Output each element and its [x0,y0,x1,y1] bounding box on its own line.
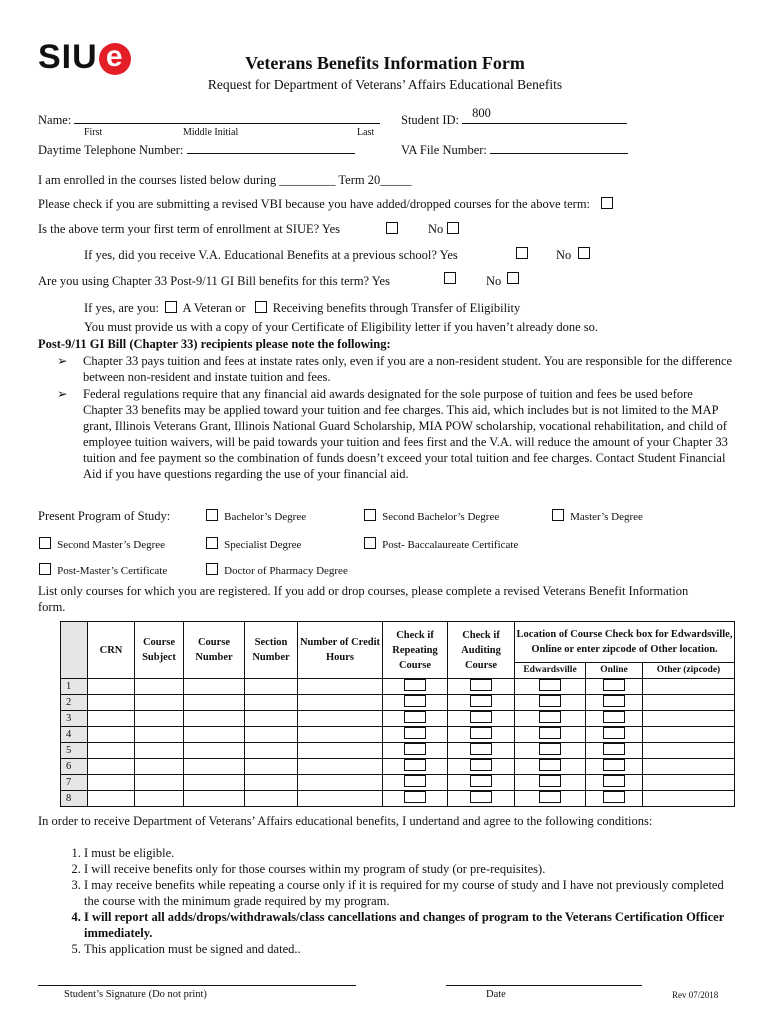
course-number-header: Course Number [184,622,245,679]
auditing-cell[interactable] [448,759,515,775]
crn-cell[interactable] [88,743,135,759]
repeating-cell[interactable] [383,711,448,727]
repeating-cell[interactable] [383,743,448,759]
credit-hours-cell[interactable] [298,711,383,727]
phone-field[interactable] [187,141,355,154]
date-label: Date [486,989,506,1000]
auditing-checkbox[interactable] [470,727,492,739]
course-subject-cell[interactable] [135,679,184,695]
course-number-cell[interactable] [184,743,245,759]
online-cell[interactable] [586,743,643,759]
credit-hours-cell[interactable] [298,727,383,743]
table-row [61,775,735,791]
edwardsville-cell[interactable] [515,743,586,759]
student-id-value: 800 [472,106,491,120]
name-middle-caption: Middle Initial [183,127,239,138]
program-option-masters[interactable] [549,509,643,524]
repeating-checkbox[interactable] [404,679,426,691]
if-yes-label: If yes, are you: [84,301,159,315]
auditing-checkbox[interactable] [470,695,492,707]
post911-bullet-1 [57,353,733,385]
bullet-2-text: Federal regulations require that any financial aid awards designated for the sole purpose of tuition and fees be used before Chapter 33 benefits may be applied toward your tuition and fee charges. This aid, which includes but is not limited to the MAP grant, Illinois Veterans Grant, Illinois National Guard Scholarship, MIA POW scholarship, vocational rehabilitation, and child of employee tuition waivers, will be paid towards your tuition and fees first and the V.A. will reduce the amount of your Chapter 33 tuition and fee payment so the combination of funds doesn’t exceed your total tuition and fee charges. Contact Student Financial Aid if you have questions regarding the use of your financial aid. [83,387,728,481]
crn-header: CRN [88,622,135,679]
repeating-checkbox[interactable] [404,727,426,739]
online-checkbox[interactable] [603,743,625,755]
veteran-label: A Veteran or [182,301,246,315]
logo-e-circle: e [99,43,131,75]
second-masters-checkbox[interactable] [39,537,51,549]
auditing-cell[interactable] [448,679,515,695]
auditing-checkbox[interactable] [470,711,492,723]
name-first-caption: First [84,127,103,138]
repeating-cell[interactable] [383,775,448,791]
conditions-list [38,845,734,957]
coe-note: You must provide us with a copy of your Certificate of Eligibility letter if you haven’t already done so. [84,320,599,334]
student-id-field[interactable] [462,106,627,124]
credit-hours-cell[interactable] [298,759,383,775]
course-number-cell[interactable] [184,679,245,695]
repeating-checkbox[interactable] [404,791,426,803]
name-row [38,111,380,128]
row-number: 3 [61,711,88,727]
repeating-cell[interactable] [383,791,448,807]
logo-text: SIU [38,38,98,76]
repeating-checkbox[interactable] [404,695,426,707]
other-zipcode-cell[interactable] [643,743,735,759]
condition-item: 5. This application must be signed and dated.. [84,941,734,957]
auditing-cell[interactable] [448,743,515,759]
chapter33-text: Are you using Chapter 33 Post-9/11 GI Bill benefits for this term? Yes [38,274,390,288]
other-zipcode-cell[interactable] [643,759,735,775]
post-masters-label: Post-Master’s Certificate [57,565,168,577]
condition-item: 2. I will receive benefits only for those courses within my program of study (or pre-requisites). [84,861,734,877]
phone-row [38,141,355,158]
online-cell[interactable] [586,711,643,727]
post911-bullet-2 [57,386,733,482]
program-option-pharmacy[interactable] [203,563,348,578]
revised-vbi-row [38,197,616,212]
table-row [61,679,735,695]
course-subject-cell[interactable] [135,791,184,807]
edwardsville-cell[interactable] [515,791,586,807]
edwardsville-cell[interactable] [515,695,586,711]
auditing-cell[interactable] [448,727,515,743]
section-number-cell[interactable] [245,791,298,807]
veteran-checkbox[interactable] [165,301,177,313]
auditing-cell[interactable] [448,695,515,711]
second-bachelors-checkbox[interactable] [364,509,376,521]
program-option-post-masters[interactable] [36,563,167,578]
location-header: Location of Course Check box for Edwardsville, Online or enter zipcode of Other location. [515,622,735,663]
edwardsville-header: Edwardsville [515,663,586,679]
row-number: 5 [61,743,88,759]
name-last-caption: Last [357,127,375,138]
chapter33-yes-checkbox[interactable] [444,272,456,284]
online-checkbox[interactable] [603,679,625,691]
section-number-cell[interactable] [245,759,298,775]
previous-school-text: If yes, did you receive V.A. Educational Benefits at a previous school? Yes [84,248,458,262]
auditing-cell[interactable] [448,711,515,727]
online-cell[interactable] [586,727,643,743]
post-bacc-checkbox[interactable] [364,537,376,549]
repeating-checkbox[interactable] [404,743,426,755]
table-row [61,727,735,743]
auditing-header: Check if Auditing Course [448,622,515,679]
program-label: Present Program of Study: [38,509,171,523]
course-number-cell[interactable] [184,727,245,743]
course-number-cell[interactable] [184,775,245,791]
enrolled-text: I am enrolled in the courses listed below during _________ Term 20_____ [38,173,412,187]
first-term-text: Is the above term your first term of enrollment at SIUE? Yes [38,222,341,236]
crn-cell[interactable] [88,759,135,775]
program-option-second-bachelors[interactable] [361,509,499,524]
edwardsville-checkbox[interactable] [539,775,561,787]
bachelors-checkbox[interactable] [206,509,218,521]
edwardsville-cell[interactable] [515,711,586,727]
credit-hours-cell[interactable] [298,695,383,711]
first-term-yes-checkbox[interactable] [386,222,398,234]
specialist-checkbox[interactable] [206,537,218,549]
first-term-no-checkbox[interactable] [447,222,459,234]
course-subject-cell[interactable] [135,711,184,727]
edwardsville-cell[interactable] [515,775,586,791]
other-zipcode-cell[interactable] [643,679,735,695]
condition-item: 1. I must be eligible. [84,845,734,861]
phone-label: Daytime Telephone Number: [38,143,184,157]
online-checkbox[interactable] [603,727,625,739]
form-subtitle: Request for Department of Veterans’ Affairs Educational Benefits [207,77,563,92]
program-option-second-masters[interactable] [36,537,165,552]
credit-hours-cell[interactable] [298,775,383,791]
table-row [61,791,735,807]
bullet-1-text: Chapter 33 pays tuition and fees at instate rates only, even if you are a non-resident student. You are responsible for the difference between non-resident and instate tuition and fees. [83,354,733,384]
condition-item: 4. I will report all adds/drops/withdrawals/class cancellations and changes of program to the Veterans Certification Officer immediately. [84,909,734,941]
online-cell[interactable] [586,679,643,695]
section-number-cell[interactable] [245,743,298,759]
section-number-header: Section Number [245,622,298,679]
other-zipcode-cell[interactable] [643,775,735,791]
chapter33-no-label: No [486,274,502,288]
online-checkbox[interactable] [603,775,625,787]
second-bachelors-label: Second Bachelor’s Degree [382,511,500,523]
student-id-label: Student ID: [401,113,459,127]
conditions-intro: In order to receive Department of Veterans’ Affairs educational benefits, I undertand and agree to the following conditions: [38,814,653,828]
edwardsville-checkbox[interactable] [539,711,561,723]
masters-label: Master’s Degree [570,511,643,523]
first-term-no-label: No [428,222,444,236]
arrow-bullet-icon: ➢ [57,387,68,401]
course-number-cell[interactable] [184,791,245,807]
online-cell[interactable] [586,759,643,775]
repeating-cell[interactable] [383,679,448,695]
row-number-header [61,622,88,679]
program-option-bachelors[interactable] [203,509,306,524]
edwardsville-cell[interactable] [515,727,586,743]
row-number: 6 [61,759,88,775]
section-number-cell[interactable] [245,727,298,743]
credit-hours-cell[interactable] [298,679,383,695]
repeating-checkbox[interactable] [404,711,426,723]
section-number-cell[interactable] [245,695,298,711]
pharmacy-checkbox[interactable] [206,563,218,575]
course-subject-cell[interactable] [135,759,184,775]
condition-item: 3. I may receive benefits while repeating a course only if it is required for my course of study and I have not previously completed the course with the minimum grade required by my program. [84,877,734,909]
crn-cell[interactable] [88,695,135,711]
online-checkbox[interactable] [603,695,625,707]
transfer-checkbox[interactable] [255,301,267,313]
other-zipcode-cell[interactable] [643,711,735,727]
other-zipcode-header: Other (zipcode) [643,663,735,679]
post-bacc-label: Post- Baccalaureate Certificate [382,539,519,551]
student-id-row [401,106,627,128]
repeating-checkbox[interactable] [404,759,426,771]
course-subject-cell[interactable] [135,775,184,791]
online-checkbox[interactable] [603,759,625,771]
va-file-field[interactable] [490,141,628,154]
repeating-cell[interactable] [383,727,448,743]
name-field[interactable] [74,111,380,124]
section-number-cell[interactable] [245,679,298,695]
auditing-cell[interactable] [448,791,515,807]
section-number-cell[interactable] [245,711,298,727]
program-option-specialist[interactable] [203,537,301,552]
va-file-row [401,141,628,158]
row-number: 8 [61,791,88,807]
revised-vbi-text: Please check if you are submitting a revised VBI because you have added/dropped courses for the above term: [38,197,591,211]
previous-school-no-label: No [556,248,572,262]
second-masters-label: Second Master’s Degree [57,539,166,551]
credit-hours-cell[interactable] [298,743,383,759]
course-subject-cell[interactable] [135,695,184,711]
course-number-cell[interactable] [184,711,245,727]
repeating-cell[interactable] [383,759,448,775]
course-number-cell[interactable] [184,695,245,711]
bachelors-label: Bachelor’s Degree [224,511,307,523]
section-number-cell[interactable] [245,775,298,791]
auditing-checkbox[interactable] [470,791,492,803]
program-option-post-bacc[interactable] [361,537,518,552]
list-instructions: List only courses for which you are registered. If you add or drop courses, please complete a revised Veterans Benefit Information form. [38,584,689,614]
pharmacy-label: Doctor of Pharmacy Degree [224,565,348,577]
edwardsville-cell[interactable] [515,759,586,775]
revised-vbi-checkbox[interactable] [601,197,613,209]
previous-school-yes-checkbox[interactable] [516,247,528,259]
signature-line[interactable] [38,985,356,986]
va-file-label: VA File Number: [401,143,487,157]
crn-cell[interactable] [88,679,135,695]
auditing-cell[interactable] [448,775,515,791]
table-row [61,759,735,775]
edwardsville-checkbox[interactable] [539,791,561,803]
online-checkbox[interactable] [603,791,625,803]
masters-checkbox[interactable] [552,509,564,521]
form-title: Veterans Benefits Information Form [245,53,525,73]
specialist-label: Specialist Degree [224,539,302,551]
credit-hours-cell[interactable] [298,791,383,807]
crn-cell[interactable] [88,775,135,791]
online-checkbox[interactable] [603,711,625,723]
online-cell[interactable] [586,775,643,791]
row-number: 1 [61,679,88,695]
signature-label: Student’s Signature (Do not print) [64,989,207,1000]
edwardsville-checkbox[interactable] [539,679,561,691]
table-row [61,743,735,759]
other-zipcode-cell[interactable] [643,695,735,711]
course-table [60,621,735,807]
chapter33-no-checkbox[interactable] [507,272,519,284]
table-header-row [61,622,735,663]
edwardsville-cell[interactable] [515,679,586,695]
online-cell[interactable] [586,695,643,711]
auditing-checkbox[interactable] [470,679,492,691]
crn-cell[interactable] [88,727,135,743]
revision-label: Rev 07/2018 [672,990,719,1000]
edwardsville-checkbox[interactable] [539,695,561,707]
auditing-checkbox[interactable] [470,743,492,755]
crn-cell[interactable] [88,791,135,807]
row-number: 4 [61,727,88,743]
if-yes-row [84,301,520,316]
name-label: Name: [38,113,72,127]
table-row [61,711,735,727]
repeating-header: Check if Repeating Course [383,622,448,679]
post911-heading: Post-9/11 GI Bill (Chapter 33) recipients please note the following: [38,337,391,351]
edwardsville-checkbox[interactable] [539,759,561,771]
online-cell[interactable] [586,791,643,807]
other-zipcode-cell[interactable] [643,727,735,743]
date-line[interactable] [446,985,642,986]
transfer-label: Receiving benefits through Transfer of Eligibility [272,301,521,315]
online-header: Online [586,663,643,679]
auditing-checkbox[interactable] [470,759,492,771]
edwardsville-checkbox[interactable] [539,743,561,755]
course-subject-header: Course Subject [135,622,184,679]
previous-school-no-checkbox[interactable] [578,247,590,259]
other-zipcode-cell[interactable] [643,791,735,807]
auditing-checkbox[interactable] [470,775,492,787]
course-subject-cell[interactable] [135,727,184,743]
row-number: 7 [61,775,88,791]
repeating-cell[interactable] [383,695,448,711]
crn-cell[interactable] [88,711,135,727]
course-subject-cell[interactable] [135,743,184,759]
row-number: 2 [61,695,88,711]
repeating-checkbox[interactable] [404,775,426,787]
table-row [61,695,735,711]
arrow-bullet-icon: ➢ [57,354,68,368]
edwardsville-checkbox[interactable] [539,727,561,739]
credit-hours-header: Number of Credit Hours [298,622,383,679]
post-masters-checkbox[interactable] [39,563,51,575]
course-number-cell[interactable] [184,759,245,775]
